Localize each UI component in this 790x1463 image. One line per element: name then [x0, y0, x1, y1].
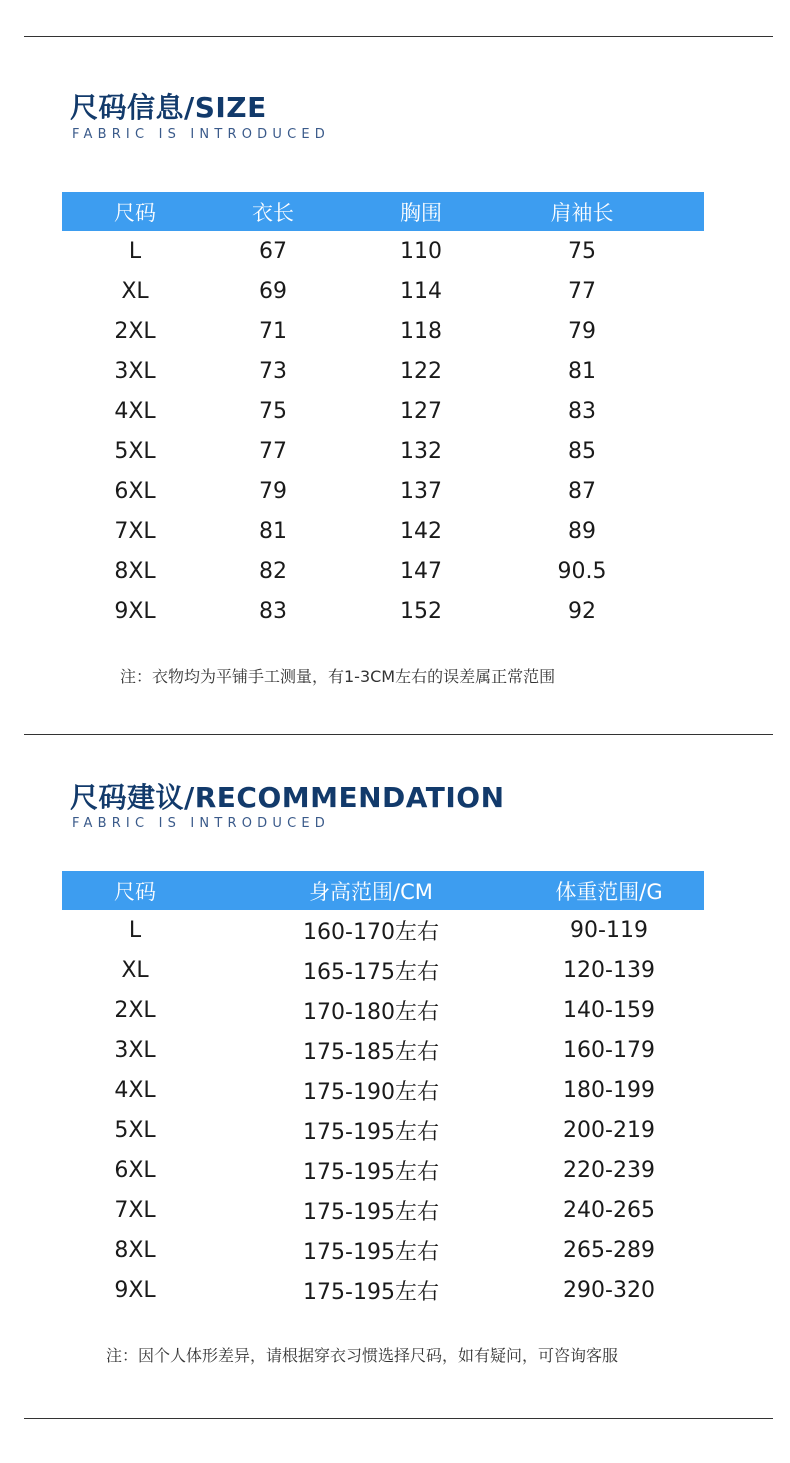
- table-cell: 180-199: [563, 1077, 655, 1103]
- table-cell: 79: [568, 318, 596, 344]
- top-divider: [24, 36, 773, 37]
- table-cell: 81: [259, 518, 287, 544]
- table-cell-spacer: [684, 950, 704, 990]
- middle-divider: [24, 734, 773, 735]
- table-row: [62, 231, 704, 271]
- table-cell: 4XL: [114, 398, 156, 424]
- recommend-table-header: [62, 871, 704, 910]
- bottom-divider: [24, 1418, 773, 1419]
- table-cell-spacer: [684, 910, 704, 950]
- col-header-size: 尺码: [114, 879, 156, 904]
- table-row: [62, 990, 704, 1030]
- table-cell: 7XL: [114, 518, 156, 544]
- recommend-section-title: 尺码建议/RECOMMENDATION: [70, 781, 505, 814]
- table-cell: 170-180左右: [303, 999, 439, 1025]
- table-row: [62, 551, 704, 591]
- col-header-height: 身高范围/CM: [309, 879, 433, 904]
- table-cell: 240-265: [563, 1197, 655, 1223]
- table-cell: L: [128, 917, 142, 943]
- table-cell: 3XL: [114, 358, 156, 384]
- table-cell-spacer: [684, 1190, 704, 1230]
- table-cell: 3XL: [114, 1037, 156, 1063]
- table-cell: 92: [568, 598, 596, 624]
- table-cell-spacer: [684, 1150, 704, 1190]
- table-cell-spacer: [660, 511, 704, 551]
- table-cell-spacer: [684, 1270, 704, 1310]
- table-cell: 81: [568, 358, 596, 384]
- col-header-weight: 体重范围/G: [555, 879, 663, 904]
- table-row: [62, 910, 704, 950]
- table-cell: 5XL: [114, 1117, 156, 1143]
- col-header-length: 衣长: [252, 200, 294, 225]
- table-cell: 77: [568, 278, 596, 304]
- table-cell: 122: [400, 358, 442, 384]
- table-cell: 160-170左右: [303, 919, 439, 945]
- table-cell-spacer: [684, 1030, 704, 1070]
- table-cell: 220-239: [563, 1157, 655, 1183]
- table-cell: 89: [568, 518, 596, 544]
- table-cell-spacer: [660, 431, 704, 471]
- table-cell: 79: [259, 478, 287, 504]
- size-section-title: 尺码信息/SIZE: [70, 91, 267, 124]
- table-cell: 83: [259, 598, 287, 624]
- table-cell: 71: [259, 318, 287, 344]
- table-cell: 75: [568, 238, 596, 264]
- table-cell: 83: [568, 398, 596, 424]
- table-row: [62, 351, 704, 391]
- col-header-spacer: [660, 192, 704, 231]
- table-cell: 85: [568, 438, 596, 464]
- table-cell: 147: [400, 558, 442, 584]
- table-cell: 140-159: [563, 997, 655, 1023]
- table-cell: 87: [568, 478, 596, 504]
- table-cell: XL: [121, 278, 149, 304]
- table-cell: 175-195左右: [303, 1119, 439, 1145]
- table-cell: 90.5: [557, 558, 607, 584]
- table-cell: 77: [259, 438, 287, 464]
- table-row: [62, 311, 704, 351]
- table-cell: 137: [400, 478, 442, 504]
- recommend-section-subtitle: FABRIC IS INTRODUCED: [72, 816, 330, 831]
- table-cell: 8XL: [114, 1237, 156, 1263]
- table-cell: 7XL: [114, 1197, 156, 1223]
- table-cell: 152: [400, 598, 442, 624]
- table-cell: 82: [259, 558, 287, 584]
- table-cell-spacer: [660, 271, 704, 311]
- table-cell: 127: [400, 398, 442, 424]
- table-cell-spacer: [660, 231, 704, 271]
- table-row: [62, 1270, 704, 1310]
- table-cell: 175-195左右: [303, 1159, 439, 1185]
- col-header-size: 尺码: [114, 200, 156, 225]
- table-cell: 69: [259, 278, 287, 304]
- size-table-body: [62, 231, 704, 631]
- table-cell: 5XL: [114, 438, 156, 464]
- table-cell: 265-289: [563, 1237, 655, 1263]
- table-cell: 6XL: [114, 478, 156, 504]
- col-header-chest: 胸围: [400, 200, 442, 225]
- size-table-header: [62, 192, 704, 231]
- table-cell: 142: [400, 518, 442, 544]
- table-cell: 8XL: [114, 558, 156, 584]
- size-section-subtitle: FABRIC IS INTRODUCED: [72, 127, 330, 142]
- table-cell: 132: [400, 438, 442, 464]
- table-cell: 4XL: [114, 1077, 156, 1103]
- table-cell-spacer: [660, 591, 704, 631]
- table-row: [62, 511, 704, 551]
- table-cell: 200-219: [563, 1117, 655, 1143]
- table-row: [62, 1190, 704, 1230]
- table-cell-spacer: [660, 551, 704, 591]
- table-cell: 2XL: [114, 997, 156, 1023]
- table-cell: 290-320: [563, 1277, 655, 1303]
- table-row: [62, 1150, 704, 1190]
- recommend-table: [62, 871, 704, 1310]
- table-row: [62, 471, 704, 511]
- table-row: [62, 431, 704, 471]
- table-cell-spacer: [684, 1230, 704, 1270]
- table-row: [62, 950, 704, 990]
- table-cell: 120-139: [563, 957, 655, 983]
- table-row: [62, 591, 704, 631]
- recommend-table-body: [62, 910, 704, 1310]
- table-cell: 90-119: [570, 917, 648, 943]
- table-cell: 175-195左右: [303, 1239, 439, 1265]
- table-cell-spacer: [684, 1070, 704, 1110]
- table-cell: XL: [121, 957, 149, 983]
- table-cell-spacer: [684, 1110, 704, 1150]
- table-cell: 175-195左右: [303, 1199, 439, 1225]
- size-note: 注：衣物均为平铺手工测量，有1-3CM左右的误差属正常范围: [120, 667, 556, 686]
- table-row: [62, 1070, 704, 1110]
- table-row: [62, 1230, 704, 1270]
- table-cell-spacer: [660, 351, 704, 391]
- table-row: [62, 271, 704, 311]
- table-cell: 67: [259, 238, 287, 264]
- table-cell: 9XL: [114, 598, 156, 624]
- table-cell: 110: [400, 238, 442, 264]
- table-row: [62, 1110, 704, 1150]
- col-header-sleeve: 肩袖长: [550, 200, 614, 225]
- table-cell: 160-179: [563, 1037, 655, 1063]
- table-cell-spacer: [684, 990, 704, 1030]
- table-cell: 175-195左右: [303, 1279, 439, 1305]
- table-cell: 73: [259, 358, 287, 384]
- table-cell-spacer: [660, 391, 704, 431]
- table-cell: 114: [400, 278, 442, 304]
- recommend-note: 注：因个人体形差异，请根据穿衣习惯选择尺码，如有疑问，可咨询客服: [106, 1346, 619, 1365]
- table-cell: L: [128, 238, 142, 264]
- table-row: [62, 1030, 704, 1070]
- table-cell: 175-185左右: [303, 1039, 439, 1065]
- table-cell-spacer: [660, 311, 704, 351]
- table-cell: 165-175左右: [303, 959, 439, 985]
- table-cell: 175-190左右: [303, 1079, 439, 1105]
- col-header-spacer: [684, 871, 704, 910]
- size-table: [62, 192, 704, 631]
- table-row: [62, 391, 704, 431]
- table-cell: 9XL: [114, 1277, 156, 1303]
- table-cell-spacer: [660, 471, 704, 511]
- table-cell: 6XL: [114, 1157, 156, 1183]
- table-cell: 2XL: [114, 318, 156, 344]
- table-cell: 118: [400, 318, 442, 344]
- table-cell: 75: [259, 398, 287, 424]
